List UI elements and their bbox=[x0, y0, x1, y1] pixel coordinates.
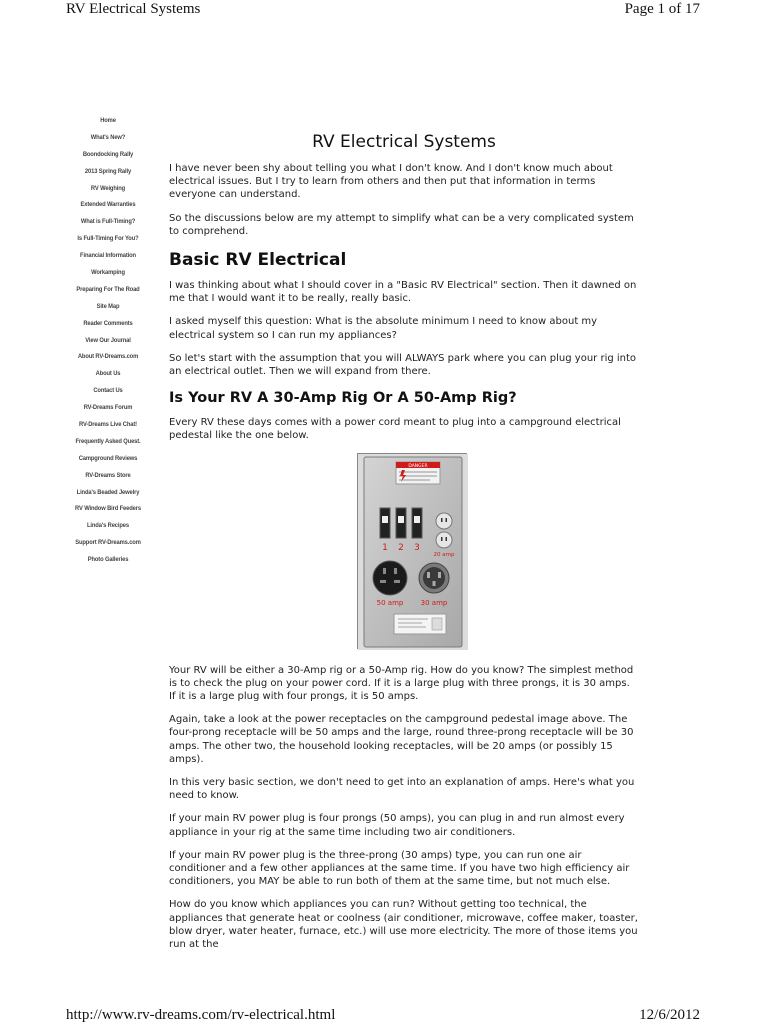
sidebar-item-store[interactable]: RV-Dreams Store bbox=[85, 471, 131, 479]
danger-label-text: DANGER bbox=[408, 463, 428, 469]
sidebar-item-campground-reviews[interactable]: Campground Reviews bbox=[78, 454, 138, 462]
sidebar-item-reader-comments[interactable]: Reader Comments bbox=[83, 319, 133, 327]
section-paragraph: If your main RV power plug is the three-prong (30 amps) type, you can run one air conditioner and a few other appliances at the same time. If you have two high efficiency air conditioners, you MAY be able to run both of them at the same time, but not much else. bbox=[169, 849, 630, 888]
sidebar-item-preparing-for-the-road[interactable]: Preparing For The Road bbox=[76, 285, 140, 293]
label-20amp: 20 amp bbox=[433, 551, 455, 558]
sidebar-item-forum[interactable]: RV-Dreams Forum bbox=[83, 404, 133, 412]
sidebar-item-recipes[interactable]: Linda's Recipes bbox=[87, 522, 129, 530]
sidebar-item-about-us[interactable]: About Us bbox=[95, 370, 121, 378]
intro-paragraph: So the discussions below are my attempt to simplify what can be a very complicated system to comprehend. bbox=[169, 212, 634, 237]
section-heading-basic: Basic RV Electrical bbox=[169, 250, 347, 271]
sidebar-item-support[interactable]: Support RV-Dreams.com bbox=[75, 539, 141, 547]
article bbox=[169, 130, 639, 961]
sidebar-item-site-map[interactable]: Site Map bbox=[96, 302, 120, 310]
sidebar-item-whats-new[interactable]: What's New? bbox=[90, 133, 126, 141]
page-title: RV Electrical Systems bbox=[312, 132, 496, 152]
sidebar-item-spring-rally[interactable]: 2013 Spring Rally bbox=[84, 167, 132, 175]
pedestal-photo-container bbox=[169, 453, 639, 653]
pedestal-photo bbox=[357, 453, 467, 649]
sidebar-item-photo-galleries[interactable]: Photo Galleries bbox=[87, 556, 129, 564]
sidebar-item-is-full-timing-for-you[interactable]: Is Full-Timing For You? bbox=[77, 235, 139, 243]
breaker-number-3: 3 bbox=[414, 542, 420, 553]
breaker-number-2: 2 bbox=[398, 542, 404, 553]
section-paragraph: I asked myself this question: What is the absolute minimum I need to know about my electrical system so I can run my appliances? bbox=[169, 316, 598, 341]
section-paragraph: Again, take a look at the power receptacles on the campground pedestal image above. The four-prong receptacle will be 50 amps and the large, round three-prong receptacle will be 30 amps. The other two, the household looking receptacles, will be 20 amps (or possibly 15 amps). bbox=[169, 714, 634, 765]
sidebar-item-view-our-journal[interactable]: View Our Journal bbox=[85, 336, 131, 344]
sidebar-nav bbox=[60, 113, 156, 569]
sidebar-item-faq[interactable]: Frequently Asked Quest. bbox=[75, 437, 141, 445]
sidebar-item-bird-feeders[interactable]: RV Window Bird Feeders bbox=[75, 505, 141, 513]
print-header-page-info: Page 1 of 17 bbox=[624, 1, 700, 17]
outlet-20amp-top bbox=[436, 513, 452, 529]
sidebar-item-home[interactable]: Home bbox=[100, 117, 116, 124]
section-paragraph: I was thinking about what I should cover in a "Basic RV Electrical" section. Then it dawned on me that I would want it to be really, really basic. bbox=[169, 280, 637, 305]
sidebar-item-workamping[interactable]: Workamping bbox=[91, 269, 125, 277]
section-paragraph: So let's start with the assumption that you will ALWAYS park where you can plug your rig into an electrical outlet. Then we will expand from there. bbox=[169, 352, 637, 378]
sidebar-item-boondocking-rally[interactable]: Boondocking Rally bbox=[82, 150, 134, 158]
sidebar-item-beaded-jewelry[interactable]: Linda's Beaded Jewelry bbox=[76, 488, 140, 496]
section-paragraph: Every RV these days comes with a power cord meant to plug into a campground electrical pedestal like the one below. bbox=[169, 417, 621, 442]
intro-paragraph: I have never been shy about telling you what I don't know. And I don't know much about electrical issues. But I try to learn from others and then put that information in terms everyone can understand. bbox=[169, 163, 613, 201]
print-footer-date: 12/6/2012 bbox=[639, 1007, 700, 1023]
sidebar-item-about-rv-dreams[interactable]: About RV-Dreams.com bbox=[77, 353, 139, 361]
section-paragraph: In this very basic section, we don't need to get into an explanation of amps. Here's what you need to know. bbox=[169, 777, 635, 802]
section-heading-amp-rig: Is Your RV A 30-Amp Rig Or A 50-Amp Rig? bbox=[169, 390, 517, 407]
label-30amp: 30 amp bbox=[420, 598, 448, 607]
section-paragraph: If your main RV power plug is four prongs (50 amps), you can plug in and run almost every appliance in your rig at the same time including two air conditioners. bbox=[169, 813, 625, 838]
sidebar-item-extended-warranties[interactable]: Extended Warranties bbox=[80, 201, 136, 209]
print-footer-url: http://www.rv-dreams.com/rv-electrical.html bbox=[66, 1007, 336, 1023]
section-paragraph: Your RV will be either a 30-Amp rig or a 50-Amp rig. How do you know? The simplest method is to check the plug on your power cord. If it is a large plug with three prongs, it is 30 amps. If it is a large plug with four prongs, it is 50 amps. bbox=[169, 664, 634, 703]
receptacle-50amp bbox=[373, 561, 407, 595]
sidebar-item-live-chat[interactable]: RV-Dreams Live Chat! bbox=[79, 421, 137, 429]
section-paragraph: How do you know which appliances you can run? Without getting too technical, the appliances that generate heat or coolness (air conditioner, microwave, coffee maker, toaster, blow dryer, water heater, furnace, etc.) will use more electricity. The more of those items you run at the bbox=[169, 899, 638, 951]
sidebar-item-contact-us[interactable]: Contact Us bbox=[93, 387, 123, 395]
breaker-number-1: 1 bbox=[382, 542, 388, 553]
pedestal-illustration bbox=[358, 454, 468, 650]
print-header-title: RV Electrical Systems bbox=[66, 1, 201, 17]
label-50amp: 50 amp bbox=[376, 598, 404, 607]
sidebar-item-financial-information[interactable]: Financial Information bbox=[80, 252, 136, 260]
sidebar-item-rv-weighing[interactable]: RV Weighing bbox=[90, 184, 126, 192]
outlet-20amp-bottom bbox=[436, 532, 452, 548]
sidebar-item-what-is-full-timing[interactable]: What is Full-Timing? bbox=[80, 218, 136, 226]
